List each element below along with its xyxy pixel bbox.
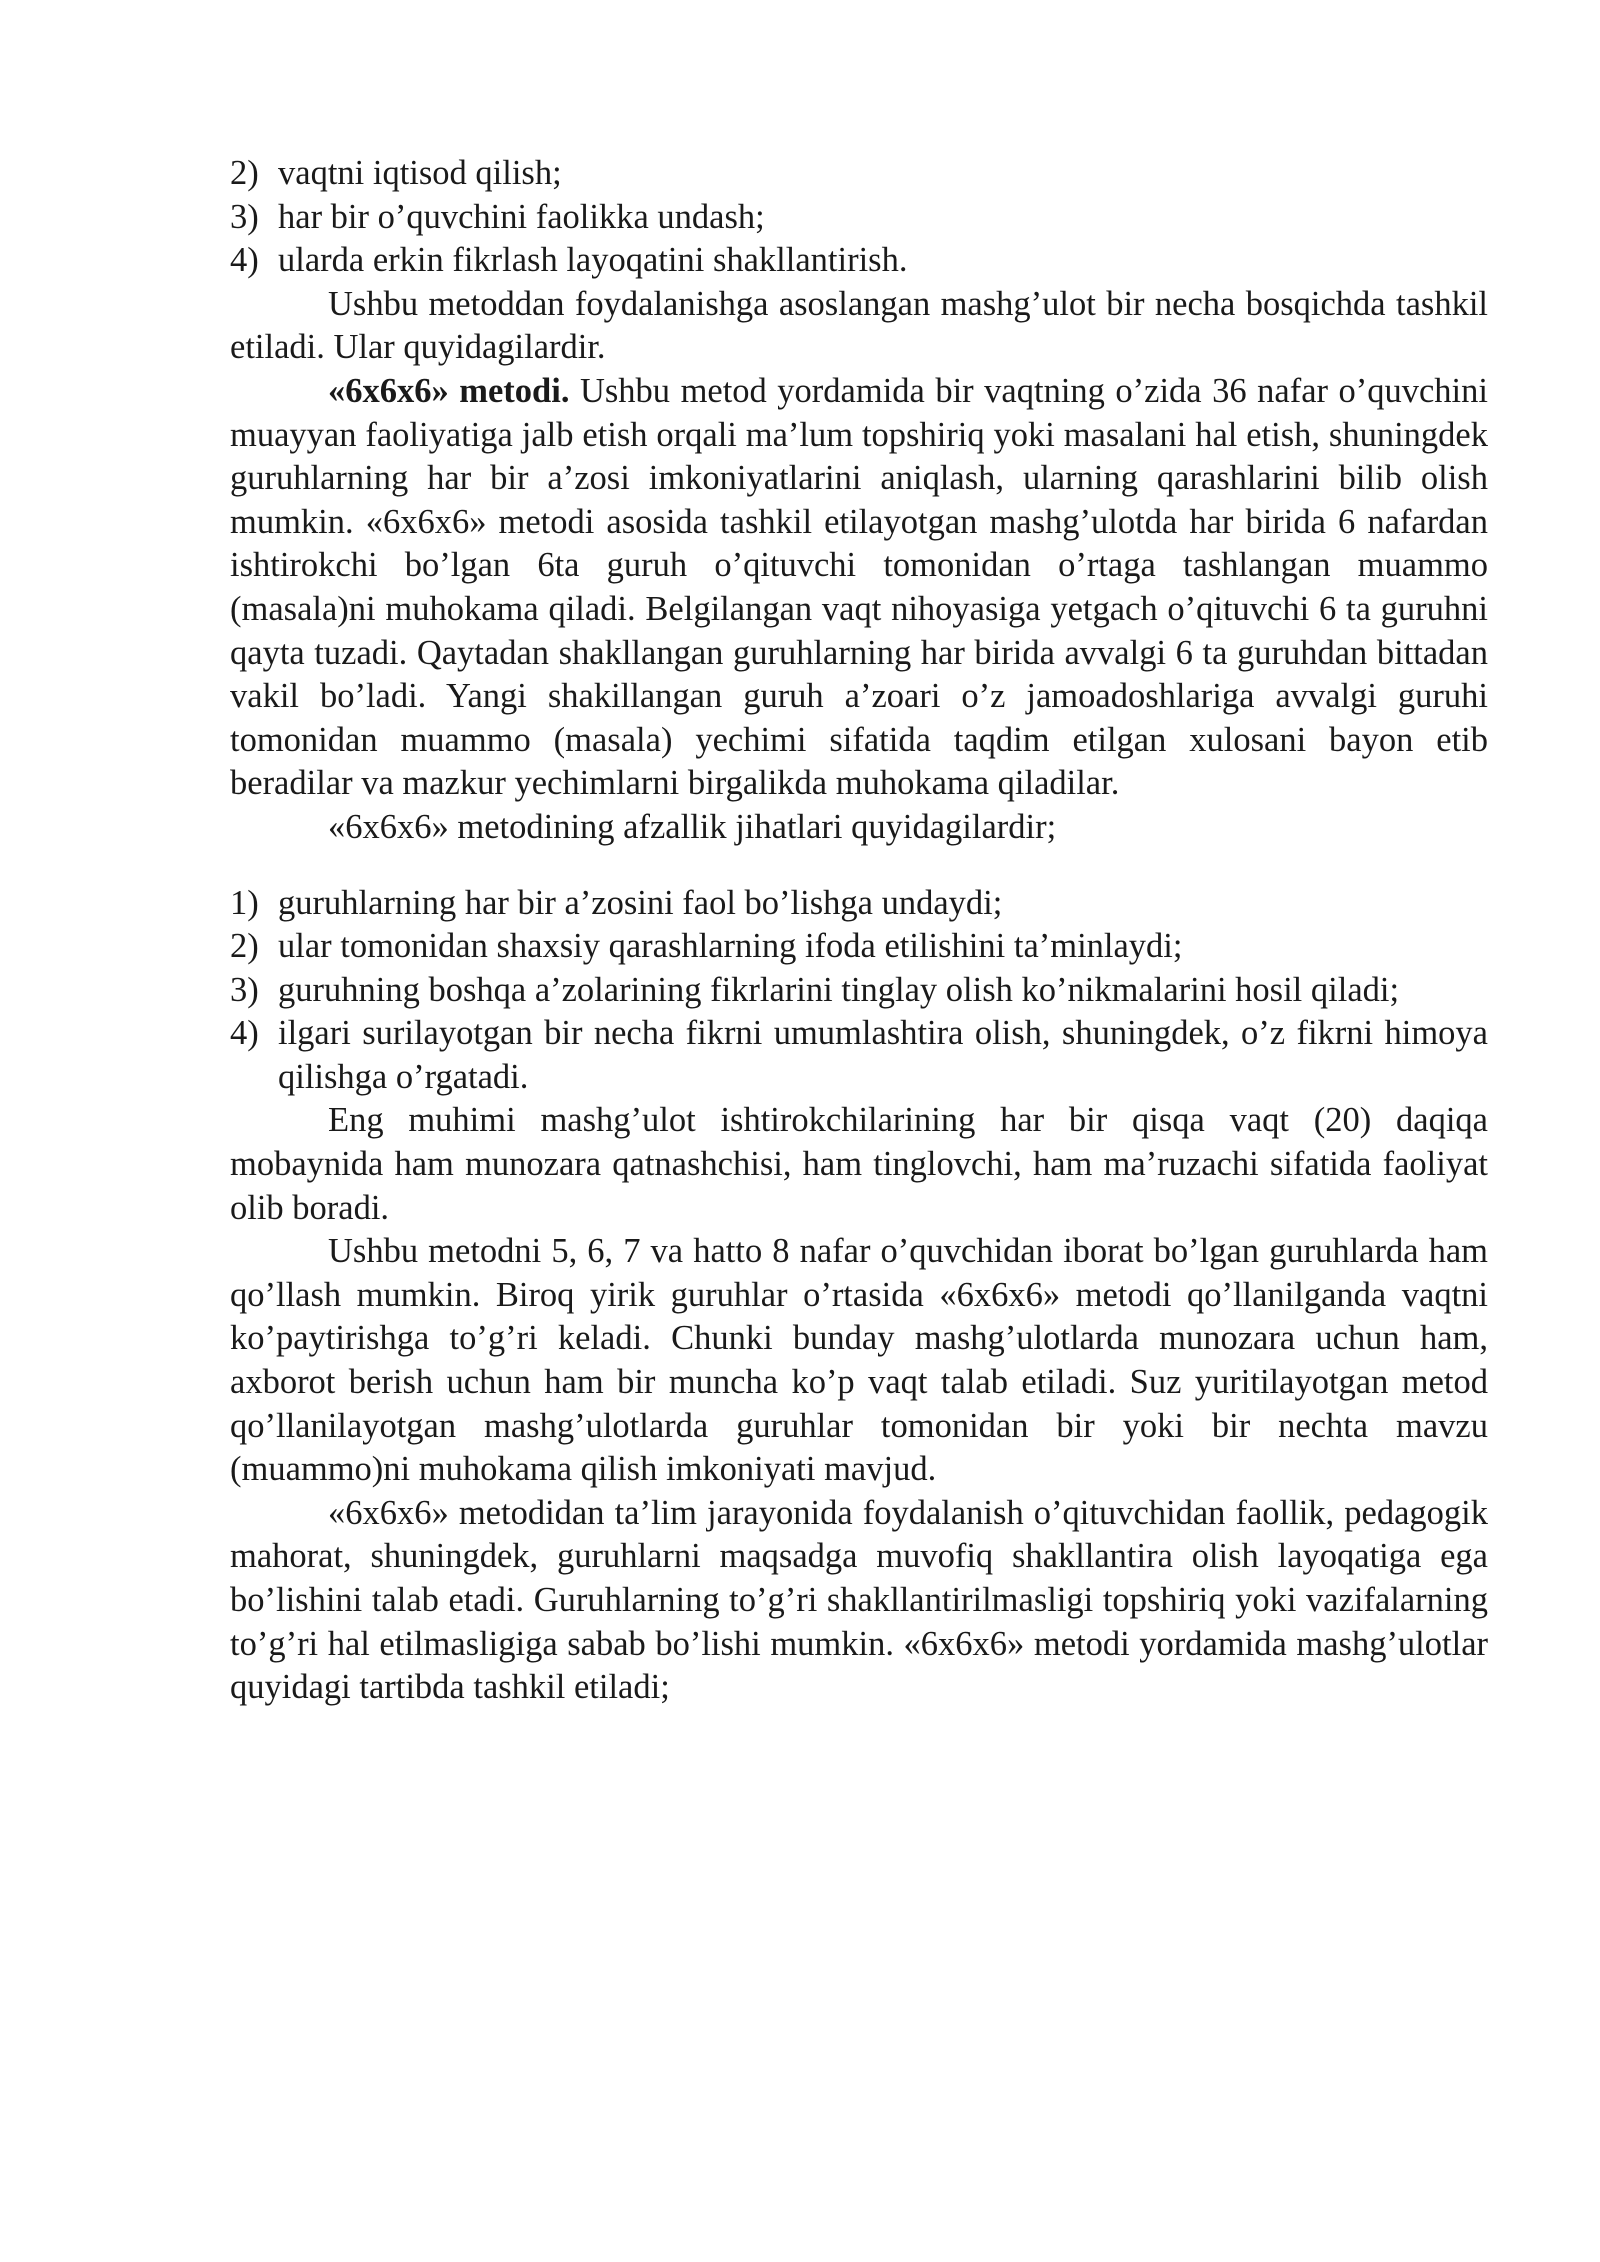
list-item-text: ular tomonidan shaxsiy qarashlarning ifoda etilishini ta’minlaydi; bbox=[278, 927, 1183, 966]
method-title: «6x6x6» metodi. bbox=[328, 371, 570, 410]
paragraph-teacher-requirements: «6x6x6» metodidan ta’lim jarayonida foydalanish o’qituvchidan faollik, pedagogik mahorat, shuningdek, guruhlarni maqsadga muvofiq shakllantira olish layoqatiga ega bo’lishini talab etadi. Guruhlarning to’g’ri shakllantirilmasligi topshiriq yoki vazifalarning to’g’ri hal etilmasligiga sabab bo’lishi mumkin. «6x6x6» metodi yordamida mashg’ulotlar quyidagi tartibda tashkil etiladi; bbox=[230, 1493, 1488, 1707]
document-page bbox=[230, 152, 1488, 1710]
paragraph-stages-intro: Ushbu metoddan foydalanishga asoslangan mashg’ulot bir necha bosqichda tashkil etiladi. Ular quyidagilardir. bbox=[230, 284, 1488, 367]
list-item bbox=[230, 925, 1488, 969]
list-item bbox=[230, 1012, 1488, 1099]
list-item-number: 3) bbox=[230, 970, 259, 1009]
paragraph-group-sizes: Ushbu metodni 5, 6, 7 va hatto 8 nafar o’quvchidan iborat bo’lgan guruhlarda ham qo’llash mumkin. Biroq yirik guruhlar o’rtasida «6x6x6» metodi qo’llanilganda vaqtni ko’paytirishga to’g’ri keladi. Chunki bunday mashg’ulotlarda munozara uchun ham, axborot berish uchun ham bir muncha ko’p vaqt talab etiladi. Suz yuritilayotgan metod qo’llanilayotgan mashg’ulotlarda guruhlar tomonidan bir yoki bir nechta mavzu (muammo)ni muhokama qilish imkoniyati mavjud. bbox=[230, 1232, 1488, 1489]
advantages-list-continued bbox=[230, 152, 1488, 283]
list-item-number: 4) bbox=[230, 241, 259, 280]
list-item-text: vaqtni iqtisod qilish; bbox=[278, 154, 562, 192]
list-item-text: guruhlarning har bir a’zosini faol bo’lishga undaydi; bbox=[278, 883, 1003, 922]
list-item-text: har bir o’quvchini faolikka undash; bbox=[278, 197, 765, 236]
list-item-text: guruhning boshqa a’zolarining fikrlarini tinglay olish ko’nikmalarini hosil qiladi; bbox=[278, 970, 1400, 1009]
list-item bbox=[230, 196, 1488, 240]
list-item-number: 3) bbox=[230, 197, 259, 236]
list-item bbox=[230, 969, 1488, 1013]
list-item-number: 2) bbox=[230, 154, 259, 192]
list-item-number: 4) bbox=[230, 1014, 259, 1053]
list-item bbox=[230, 239, 1488, 283]
list-item-number: 2) bbox=[230, 927, 259, 966]
method-description-text: Ushbu metod yordamida bir vaqtning o’zida 36 nafar o’quvchini muayyan faoliyatiga jalb etish orqali ma’lum topshiriq yoki masalani hal etish, shuningdek guruhlarning har bir a’zosi imkoniyatlarini aniqlash, ularning qarashlarini bilib olish mumkin. «6x6x6» metodi asosida tashkil etilayotgan mashg’ulotda har birida 6 nafardan ishtirokchi bo’lgan 6ta guruh o’qituvchi tomonidan o’rtaga tashlangan muammo (masala)ni muhokama qiladi. Belgilangan vaqt nihoyasiga yetgach o’qituvchi 6 ta guruhni qayta tuzadi. Qaytadan shakllangan guruhlarning har birida avvalgi 6 ta guruhdan bittadan vakil bo’ladi. Yangi shakillangan guruh a’zoari o’z jamoadoshlariga avvalgi guruhi tomonidan muammo (masala) yechimi sifatida taqdim etilgan xulosani bayon etib beradilar va mazkur yechimlarni birgalikda muhokama qiladilar. bbox=[230, 371, 1488, 803]
list-item-text: ilgari surilayotgan bir necha fikrni umumlashtira olish, shuningdek, o’z fikrni himoya qilishga o’rgatadi. bbox=[278, 1014, 1488, 1096]
list-item-number: 1) bbox=[230, 883, 259, 922]
paragraph-importance: Eng muhimi mashg’ulot ishtirokchilarining har bir qisqa vaqt (20) daqiqa mobaynida ham munozara qatnashchisi, ham tinglovchi, ham ma’ruzachi sifatida faoliyat olib boradi. bbox=[230, 1101, 1488, 1227]
advantages-list bbox=[230, 882, 1488, 1100]
paragraph-advantages-heading: «6x6x6» metodining afzallik jihatlari quyidagilardir; bbox=[328, 807, 1057, 846]
paragraph-method-description bbox=[230, 370, 1488, 806]
list-item bbox=[230, 882, 1488, 926]
list-item bbox=[230, 152, 1488, 196]
list-item-text: ularda erkin fikrlash layoqatini shakllantirish. bbox=[278, 241, 908, 280]
